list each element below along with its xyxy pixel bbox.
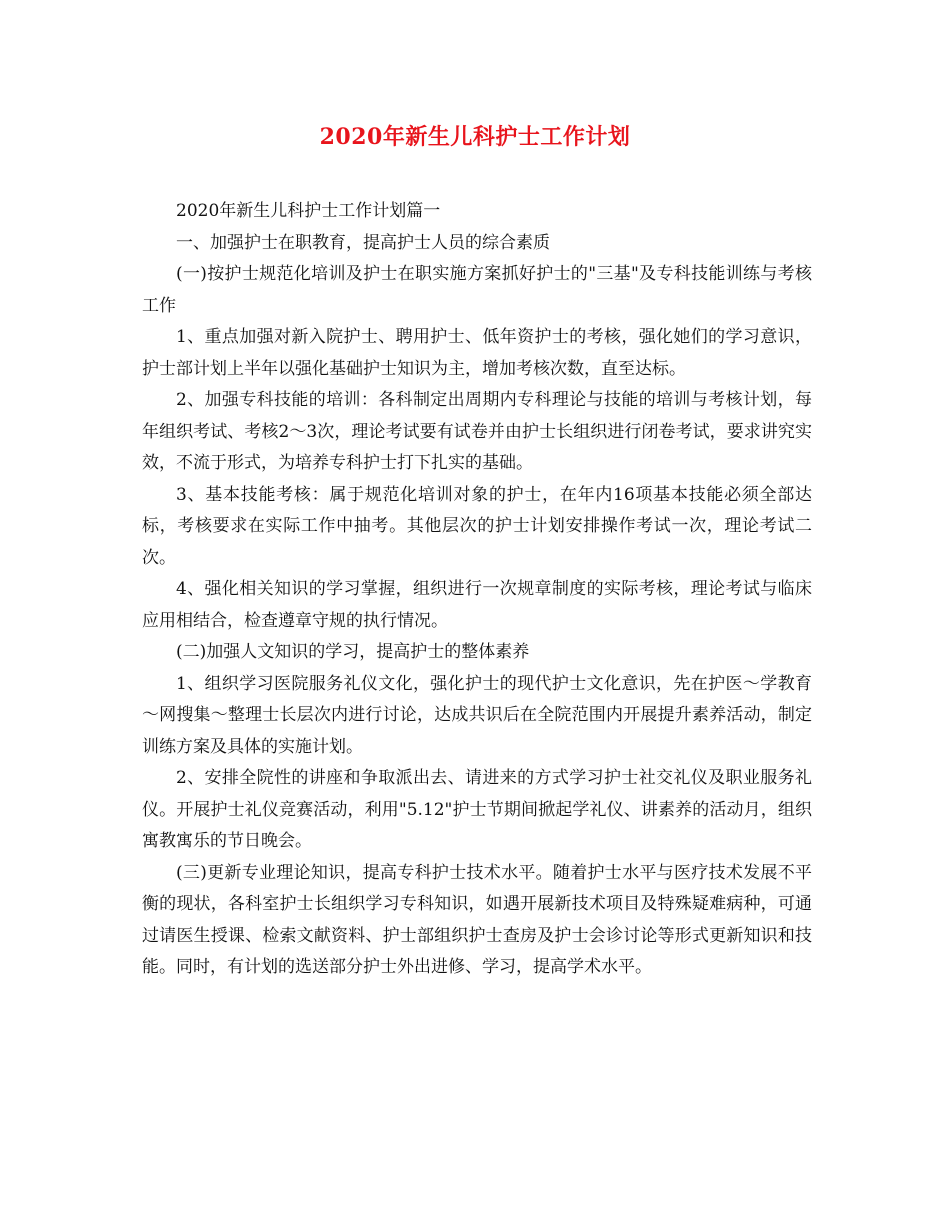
document-body [142,196,812,984]
paragraph-subheading-1: (一)按护士规范化培训及护士在职实施方案抓好护士的"三基"及专科技能训练与考核工作 [142,264,812,316]
paragraph-subheading-3: (三)更新专业理论知识，提高专科护士技术水平。随着护士水平与医疗技术发展不平衡的现状，各科室护士长组织学习专科知识，如遇开展新技术项目及特殊疑难病种，可通过请医生授课、检索文献资料、护士部组织护士查房及护士会诊讨论等形式更新知识和技能。同时，有计划的选送部分护士外出进修、学习，提高学术水平。 [142,862,812,977]
document-title: 2020年新生儿科护士工作计划 [319,124,631,150]
paragraph-item: 1、组织学习医院服务礼仪文化，强化护士的现代护士文化意识，先在护医～学教育～网搜集～整理士长层次内进行讨论，达成共识后在全院范围内开展提升素养活动，制定训练方案及具体的实施计划。 [142,673,812,757]
paragraph-item: 2、安排全院性的讲座和争取派出去、请进来的方式学习护士社交礼仪及职业服务礼仪。开展护士礼仪竞赛活动，利用"5.12"护士节期间掀起学礼仪、讲素养的活动月，组织寓教寓乐的节日晚会。 [142,768,812,851]
paragraph-item: 2、加强专科技能的培训：各科制定出周期内专科理论与技能的培训与考核计划，每年组织考试、考核2～3次，理论考试要有试卷并由护士长组织进行闭卷考试，要求讲究实效，不流于形式，为培养专科护士打下扎实的基础。 [142,390,812,473]
paragraph-item: 1、重点加强对新入院护士、聘用护士、低年资护士的考核，强化她们的学习意识，护士部计划上半年以强化基础护士知识为主，增加考核次数，直至达标。 [142,327,812,379]
paragraph-section-heading: 2020年新生儿科护士工作计划篇一 [176,201,441,221]
paragraph-heading-1: 一、加强护士在职教育，提高护士人员的综合素质 [176,232,550,253]
paragraph-item: 4、强化相关知识的学习掌握，组织进行一次规章制度的实际考核，理论考试与临床应用相结合，检查遵章守规的执行情况。 [142,579,812,631]
paragraph-subheading-2: (二)加强人文知识的学习，提高护士的整体素养 [176,642,530,662]
paragraph-item: 3、基本技能考核：属于规范化培训对象的护士，在年内16项基本技能必须全部达标，考核要求在实际工作中抽考。其他层次的护士计划安排操作考试一次，理论考试二次。 [142,484,812,568]
